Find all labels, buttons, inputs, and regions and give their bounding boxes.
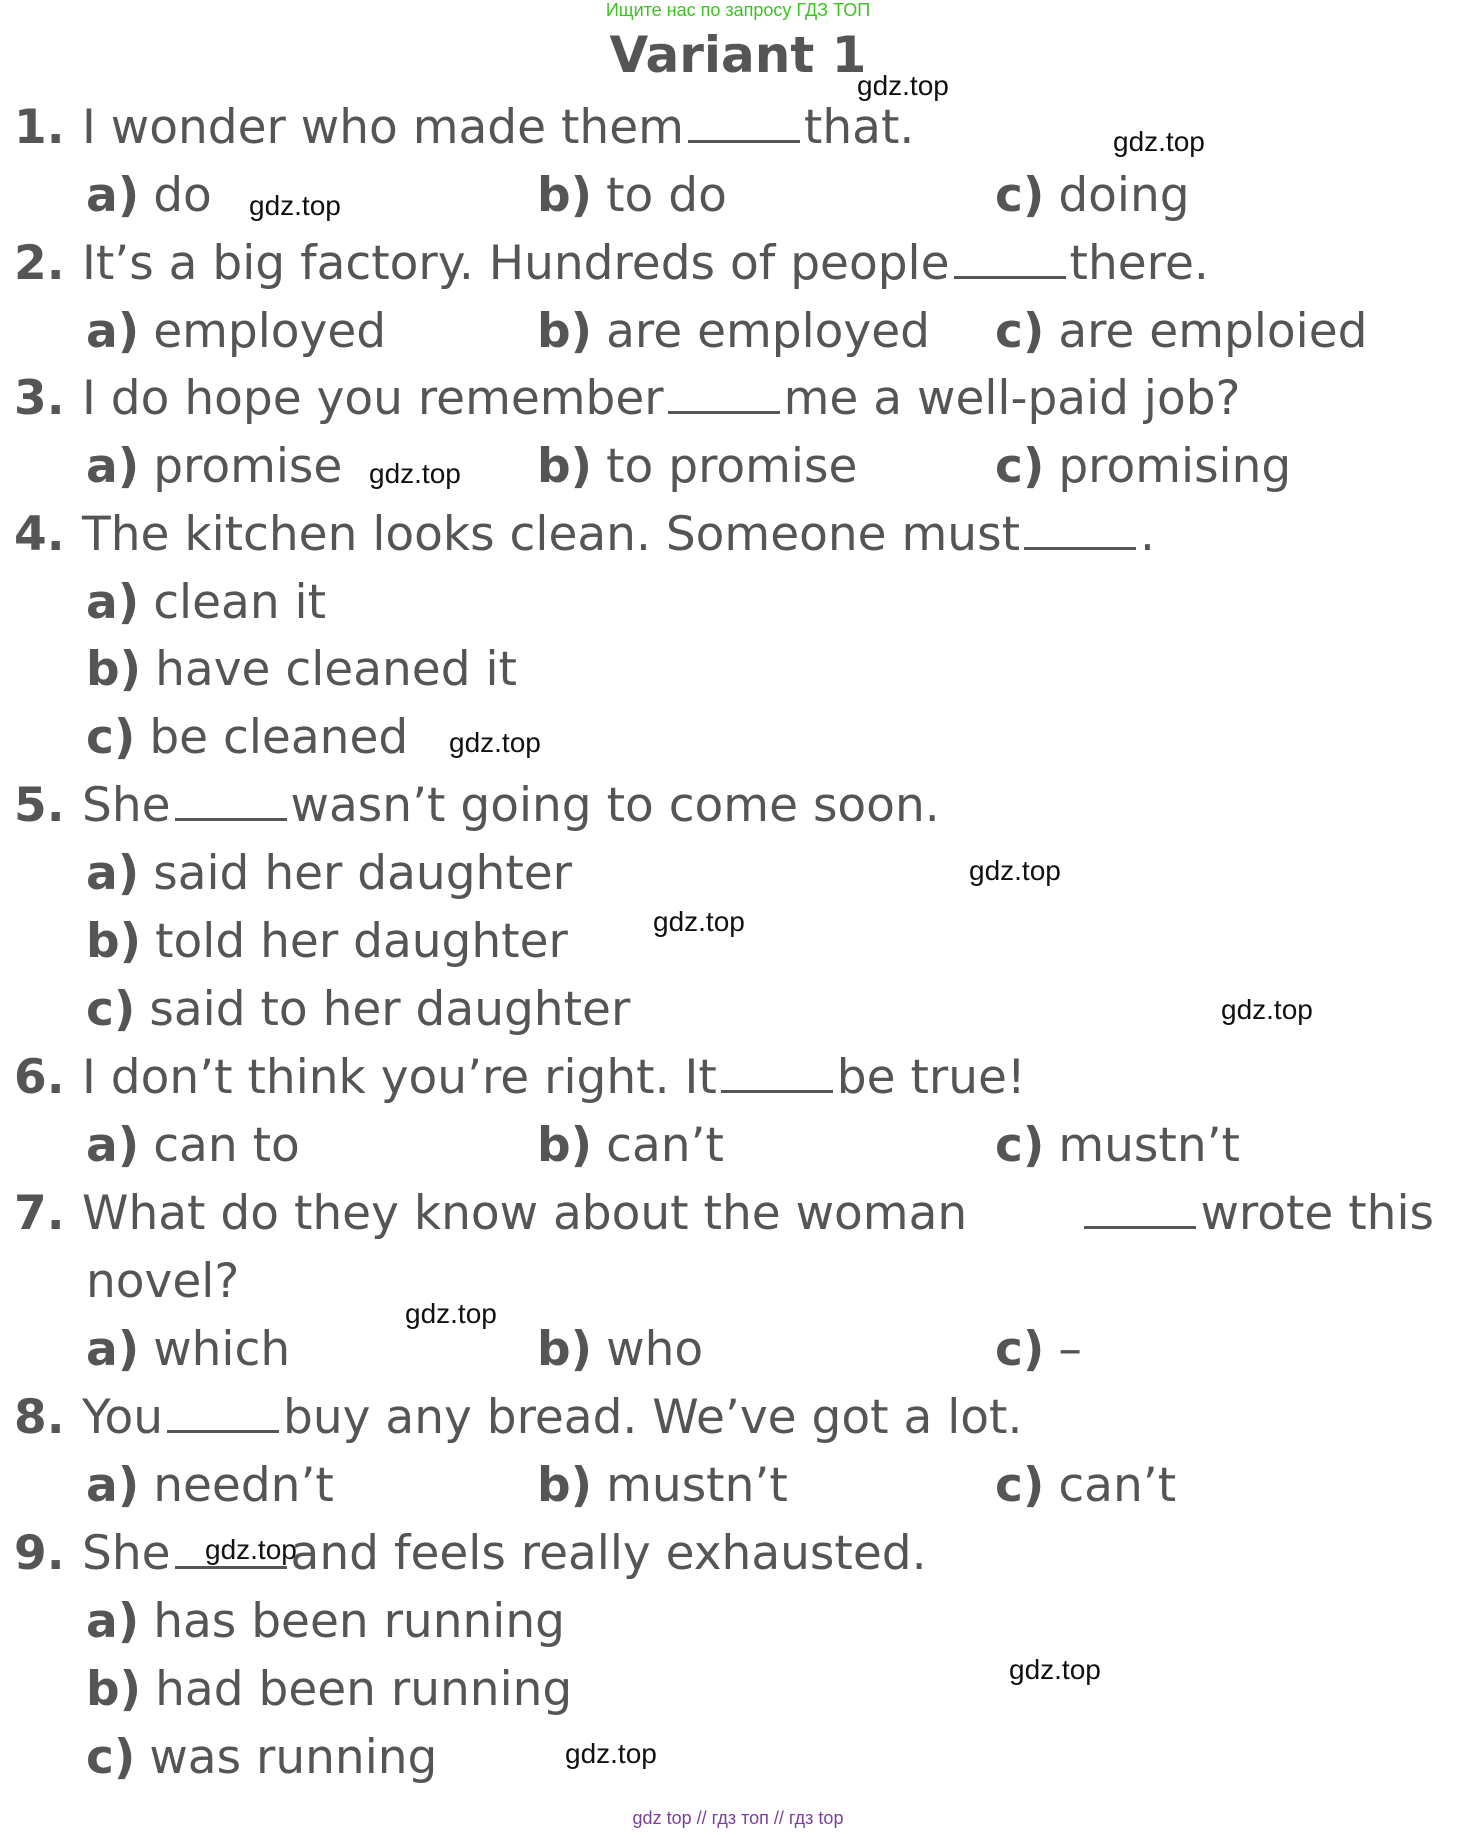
watermark: gdz.top [969,855,1061,886]
bottom-banner[interactable]: gdz top // гдз топ // гдз top [632,1808,844,1828]
option-letter: a) [86,846,140,901]
option-3a[interactable] [86,439,343,494]
page-title: Variant 1 [609,26,867,84]
watermark: gdz.top [565,1738,657,1769]
option-text: was running [149,1730,438,1785]
watermark: gdz.top [405,1298,497,1329]
option-letter: c) [995,1322,1045,1377]
option-text: are emploied [1058,304,1368,359]
question-text-before: I do hope you remember [82,371,664,426]
question-text-after: buy any bread. We’ve got a lot. [283,1390,1023,1445]
option-letter: b) [537,304,593,359]
option-letter: b) [537,1458,593,1513]
option-text: mustn’t [606,1458,788,1513]
question-number: 5. [14,778,65,833]
question-7 [14,1186,1434,1241]
option-text: said her daughter [153,846,573,901]
watermark: gdz.top [653,906,745,937]
option-4c[interactable] [86,710,409,765]
question-text-before: She [82,778,171,833]
option-text: promise [153,439,343,494]
option-9c[interactable] [86,1730,438,1785]
question-text-before: The kitchen looks clean. Someone must [82,507,1021,562]
option-letter: c) [995,1118,1045,1173]
option-text: have cleaned it [155,642,517,697]
option-text: needn’t [153,1458,334,1513]
option-text: told her daughter [155,914,568,969]
option-9a[interactable] [86,1594,565,1649]
question-text-before: I don’t think you’re right. It [82,1050,717,1105]
question-text-before: You [82,1390,164,1445]
option-text: do [153,168,212,223]
option-text: had been running [155,1662,573,1717]
option-letter: a) [86,1458,140,1513]
question-text-after: . [1140,507,1155,562]
option-2b[interactable] [537,304,930,359]
answer-blank [1084,1226,1196,1229]
question-number: 4. [14,507,65,562]
watermark: gdz.top [205,1534,297,1565]
option-letter: a) [86,168,140,223]
option-text: clean it [153,575,327,630]
question-number: 9. [14,1526,65,1581]
answer-blank [175,1566,287,1569]
option-text: to do [606,168,727,223]
option-6b[interactable] [537,1118,724,1173]
answer-blank [668,411,780,414]
option-letter: c) [86,982,136,1037]
option-4b[interactable] [86,642,517,697]
option-letter: b) [86,1662,142,1717]
option-5c[interactable] [86,982,631,1037]
option-8a[interactable] [86,1458,334,1513]
question-5 [14,778,940,833]
option-6c[interactable] [995,1118,1240,1173]
question-text-before: It’s a big factory. Hundreds of people [82,236,950,291]
question-2 [14,236,1209,291]
question-9 [14,1526,927,1581]
option-7a[interactable] [86,1322,291,1377]
question-text-before: I wonder who made them [82,100,684,155]
option-text: who [606,1322,704,1377]
question-lead [14,1186,968,1241]
question-tail [1080,1186,1434,1241]
option-text: mustn’t [1058,1118,1240,1173]
answer-blank [167,1430,279,1433]
option-8c[interactable] [995,1458,1177,1513]
question-text-after: that. [803,100,915,155]
option-letter: a) [86,1594,140,1649]
question-text-before: She [82,1526,171,1581]
option-letter: c) [995,1458,1045,1513]
option-7b[interactable] [537,1322,704,1377]
question-3 [14,371,1241,426]
option-letter: b) [537,1322,593,1377]
option-letter: a) [86,304,140,359]
option-letter: c) [995,439,1045,494]
answer-blank [688,140,800,143]
question-number: 8. [14,1390,65,1445]
answer-blank [954,276,1066,279]
question-7-continuation: novel? [86,1254,240,1309]
question-number: 7. [14,1186,65,1241]
question-6 [14,1050,1026,1105]
question-8 [14,1390,1023,1445]
answer-blank [721,1090,833,1093]
option-letter: a) [86,439,140,494]
watermark: gdz.top [1113,126,1205,157]
watermark: gdz.top [449,727,541,758]
option-text: which [153,1322,291,1377]
question-number: 3. [14,371,65,426]
option-text: doing [1058,168,1190,223]
option-text: promising [1058,439,1292,494]
answer-blank [1024,547,1136,550]
option-7c[interactable] [995,1322,1082,1377]
option-text: – [1058,1322,1082,1377]
option-5b[interactable] [86,914,568,969]
question-text-after: wasn’t going to come soon. [290,778,940,833]
watermark: gdz.top [1221,994,1313,1025]
question-number: 6. [14,1050,65,1105]
question-text-before: What do they know about the woman [82,1186,968,1241]
option-text: said to her daughter [149,982,631,1037]
option-8b[interactable] [537,1458,788,1513]
watermark: gdz.top [857,70,949,101]
question-text-after: wrote this [1200,1186,1434,1241]
option-text: employed [153,304,387,359]
option-1b[interactable] [537,168,727,223]
option-text: be cleaned [149,710,409,765]
option-text: to promise [606,439,858,494]
option-2a[interactable] [86,304,387,359]
question-number: 1. [14,100,65,155]
option-text: can’t [1058,1458,1177,1513]
option-1c[interactable] [995,168,1190,223]
watermark: gdz.top [369,458,461,489]
option-9b[interactable] [86,1662,573,1717]
question-text-after: me a well-paid job? [783,371,1241,426]
option-letter: b) [537,1118,593,1173]
option-letter: a) [86,1322,140,1377]
option-letter: c) [86,710,136,765]
option-1a[interactable] [86,168,212,223]
option-3c[interactable] [995,439,1292,494]
option-4a[interactable] [86,575,327,630]
option-text: can’t [606,1118,724,1173]
question-text-after: there. [1069,236,1209,291]
question-4 [14,507,1155,562]
option-text: are employed [606,304,930,359]
watermark: gdz.top [1009,1654,1101,1685]
option-letter: b) [86,914,142,969]
option-letter: c) [86,1730,136,1785]
option-letter: b) [537,439,593,494]
option-6a[interactable] [86,1118,300,1173]
option-letter: a) [86,575,140,630]
top-banner[interactable]: Ищите нас по запросу ГДЗ ТОП [605,0,871,20]
option-text: has been running [153,1594,565,1649]
option-letter: b) [86,642,142,697]
question-line [14,1186,1434,1241]
answer-blank [175,818,287,821]
question-text-after: and feels really exhausted. [290,1526,927,1581]
question-1 [14,100,915,155]
option-letter: c) [995,168,1045,223]
watermark: gdz.top [249,190,341,221]
question-number: 2. [14,236,65,291]
option-3b[interactable] [537,439,858,494]
option-letter: c) [995,304,1045,359]
option-5a[interactable] [86,846,573,901]
option-letter: b) [537,168,593,223]
question-text-after: be true! [836,1050,1026,1105]
option-letter: a) [86,1118,140,1173]
option-text: can to [153,1118,300,1173]
option-2c[interactable] [995,304,1368,359]
